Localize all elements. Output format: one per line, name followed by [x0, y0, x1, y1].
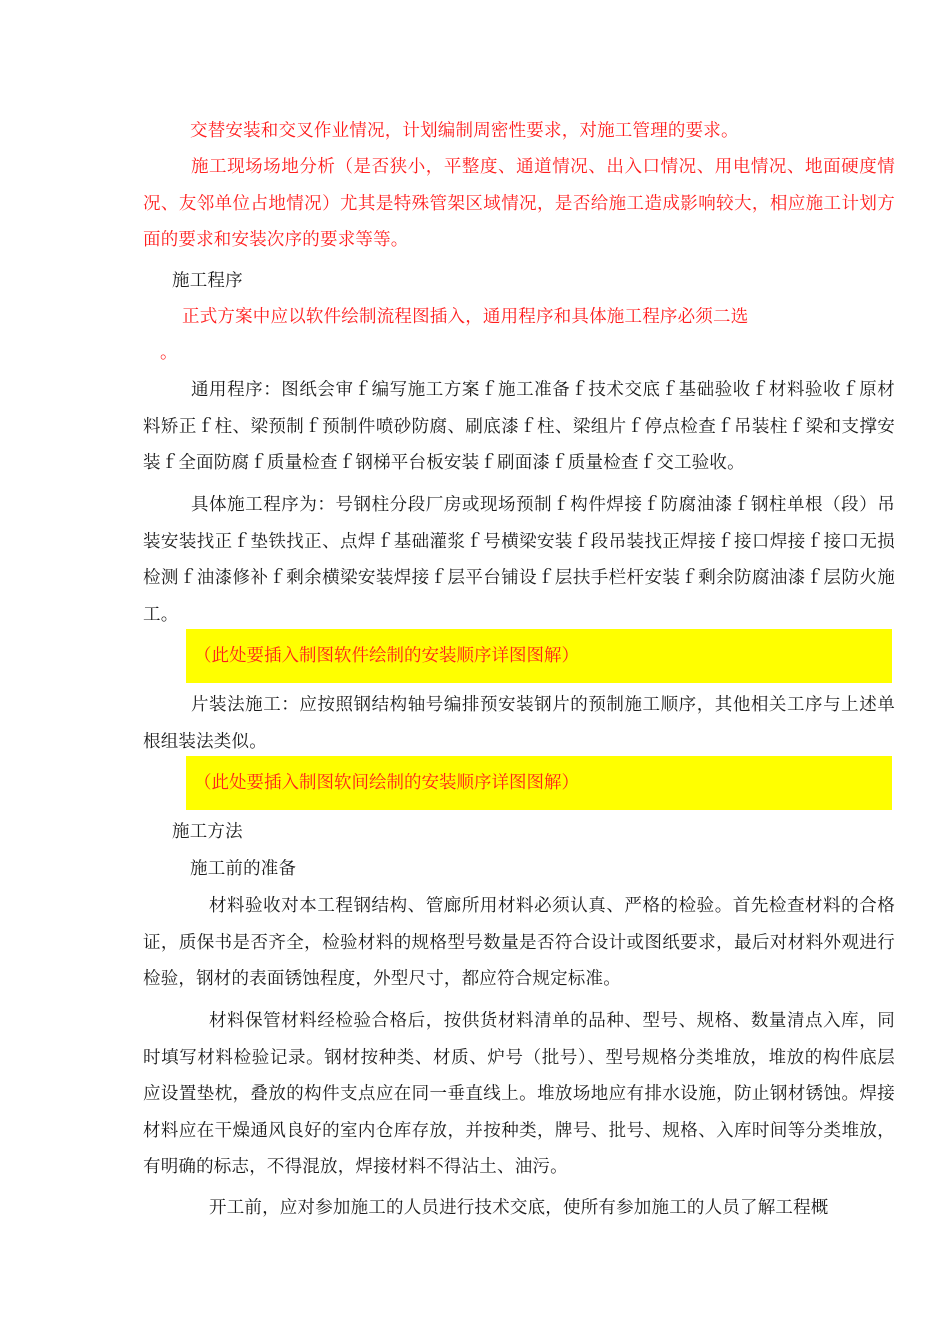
heading-preparation: 施工前的准备 — [190, 859, 297, 879]
paragraph-specific-program: 具体施工程序为：号钢柱分段厂房或现场预制ｆ构件焊接ｆ防腐油漆ｆ钢柱单根（段）吊装安装找正ｆ垫铁找正、点焊ｆ基础灌浆ｆ号横梁安装ｆ段吊装找正焊接ｆ接口焊接ｆ接口无损检测ｆ油漆修补ｆ剩余横梁安装焊接ｆ层平台铺设ｆ层扶手栏杆安装ｆ剩余防腐油漆ｆ层防火施工。 — [143, 495, 895, 625]
paragraph-material-acceptance: 材料验收对本工程钢结构、管廊所用材料必须认真、严格的检验。首先检查材料的合格证，质保书是否齐全，检验材料的规格型号数量是否符合设计或图纸要求，最后对材料外观进行检验，钢材的表面锈蚀程度，外型尺寸，都应符合规定标准。 — [143, 896, 895, 990]
paragraph-flowchart-note-end: 。 — [160, 343, 178, 363]
highlight-insert-diagram-2: （此处要插入制图软间绘制的安装顺序详图图解） — [186, 756, 892, 810]
heading-construction-program: 施工程序 — [172, 271, 243, 291]
highlight-insert-diagram-1: （此处要插入制图软件绘制的安装顺序详图图解） — [186, 629, 892, 683]
paragraph-panel-method: 片装法施工：应按照钢结构轴号编排预安装钢片的预制施工顺序，其他相关工序与上述单根组装法类似。 — [143, 695, 895, 752]
paragraph-flowchart-note: 正式方案中应以软件绘制流程图插入，通用程序和具体施工程序必须二选 — [182, 307, 749, 327]
paragraph-crossover-work: 交替安装和交叉作业情况，计划编制周密性要求，对施工管理的要求。 — [190, 121, 739, 141]
paragraph-technical-briefing: 开工前，应对参加施工的人员进行技术交底，使所有参加施工的人员了解工程概 — [209, 1198, 829, 1218]
paragraph-material-storage: 材料保管材料经检验合格后，按供货材料清单的品种、型号、规格、数量清点入库，同时填写材料检验记录。钢材按种类、材质、炉号（批号）、型号规格分类堆放，堆放的构件底层应设置垫枕，叠放的构件支点应在同一垂直线上。堆放场地应有排水设施，防止钢材锈蚀。焊接材料应在干燥通风良好的室内仓库存放，并按种类，牌号、批号、规格、入库时间等分类堆放，有明确的标志，不得混放，焊接材料不得沾土、油污。 — [143, 1011, 895, 1178]
heading-construction-method: 施工方法 — [172, 822, 243, 842]
paragraph-general-program: 通用程序：图纸会审ｆ编写施工方案ｆ施工准备ｆ技术交底ｆ基础验收ｆ材料验收ｆ原材料矫正ｆ柱、梁预制ｆ预制件喷砂防腐、刷底漆ｆ柱、梁组片ｆ停点检查ｆ吊装柱ｆ梁和支撑安装ｆ全面防腐ｆ质量检查ｆ钢梯平台板安装ｆ刷面漆ｆ质量检查ｆ交工验收。 — [143, 380, 895, 474]
paragraph-site-analysis: 施工现场场地分析（是否狭小，平整度、通道情况、出入口情况、用电情况、地面硬度情况、友邻单位占地情况）尤其是特殊管架区域情况，是否给施工造成影响较大，相应施工计划方面的要求和安装次序的要求等等。 — [143, 157, 895, 251]
